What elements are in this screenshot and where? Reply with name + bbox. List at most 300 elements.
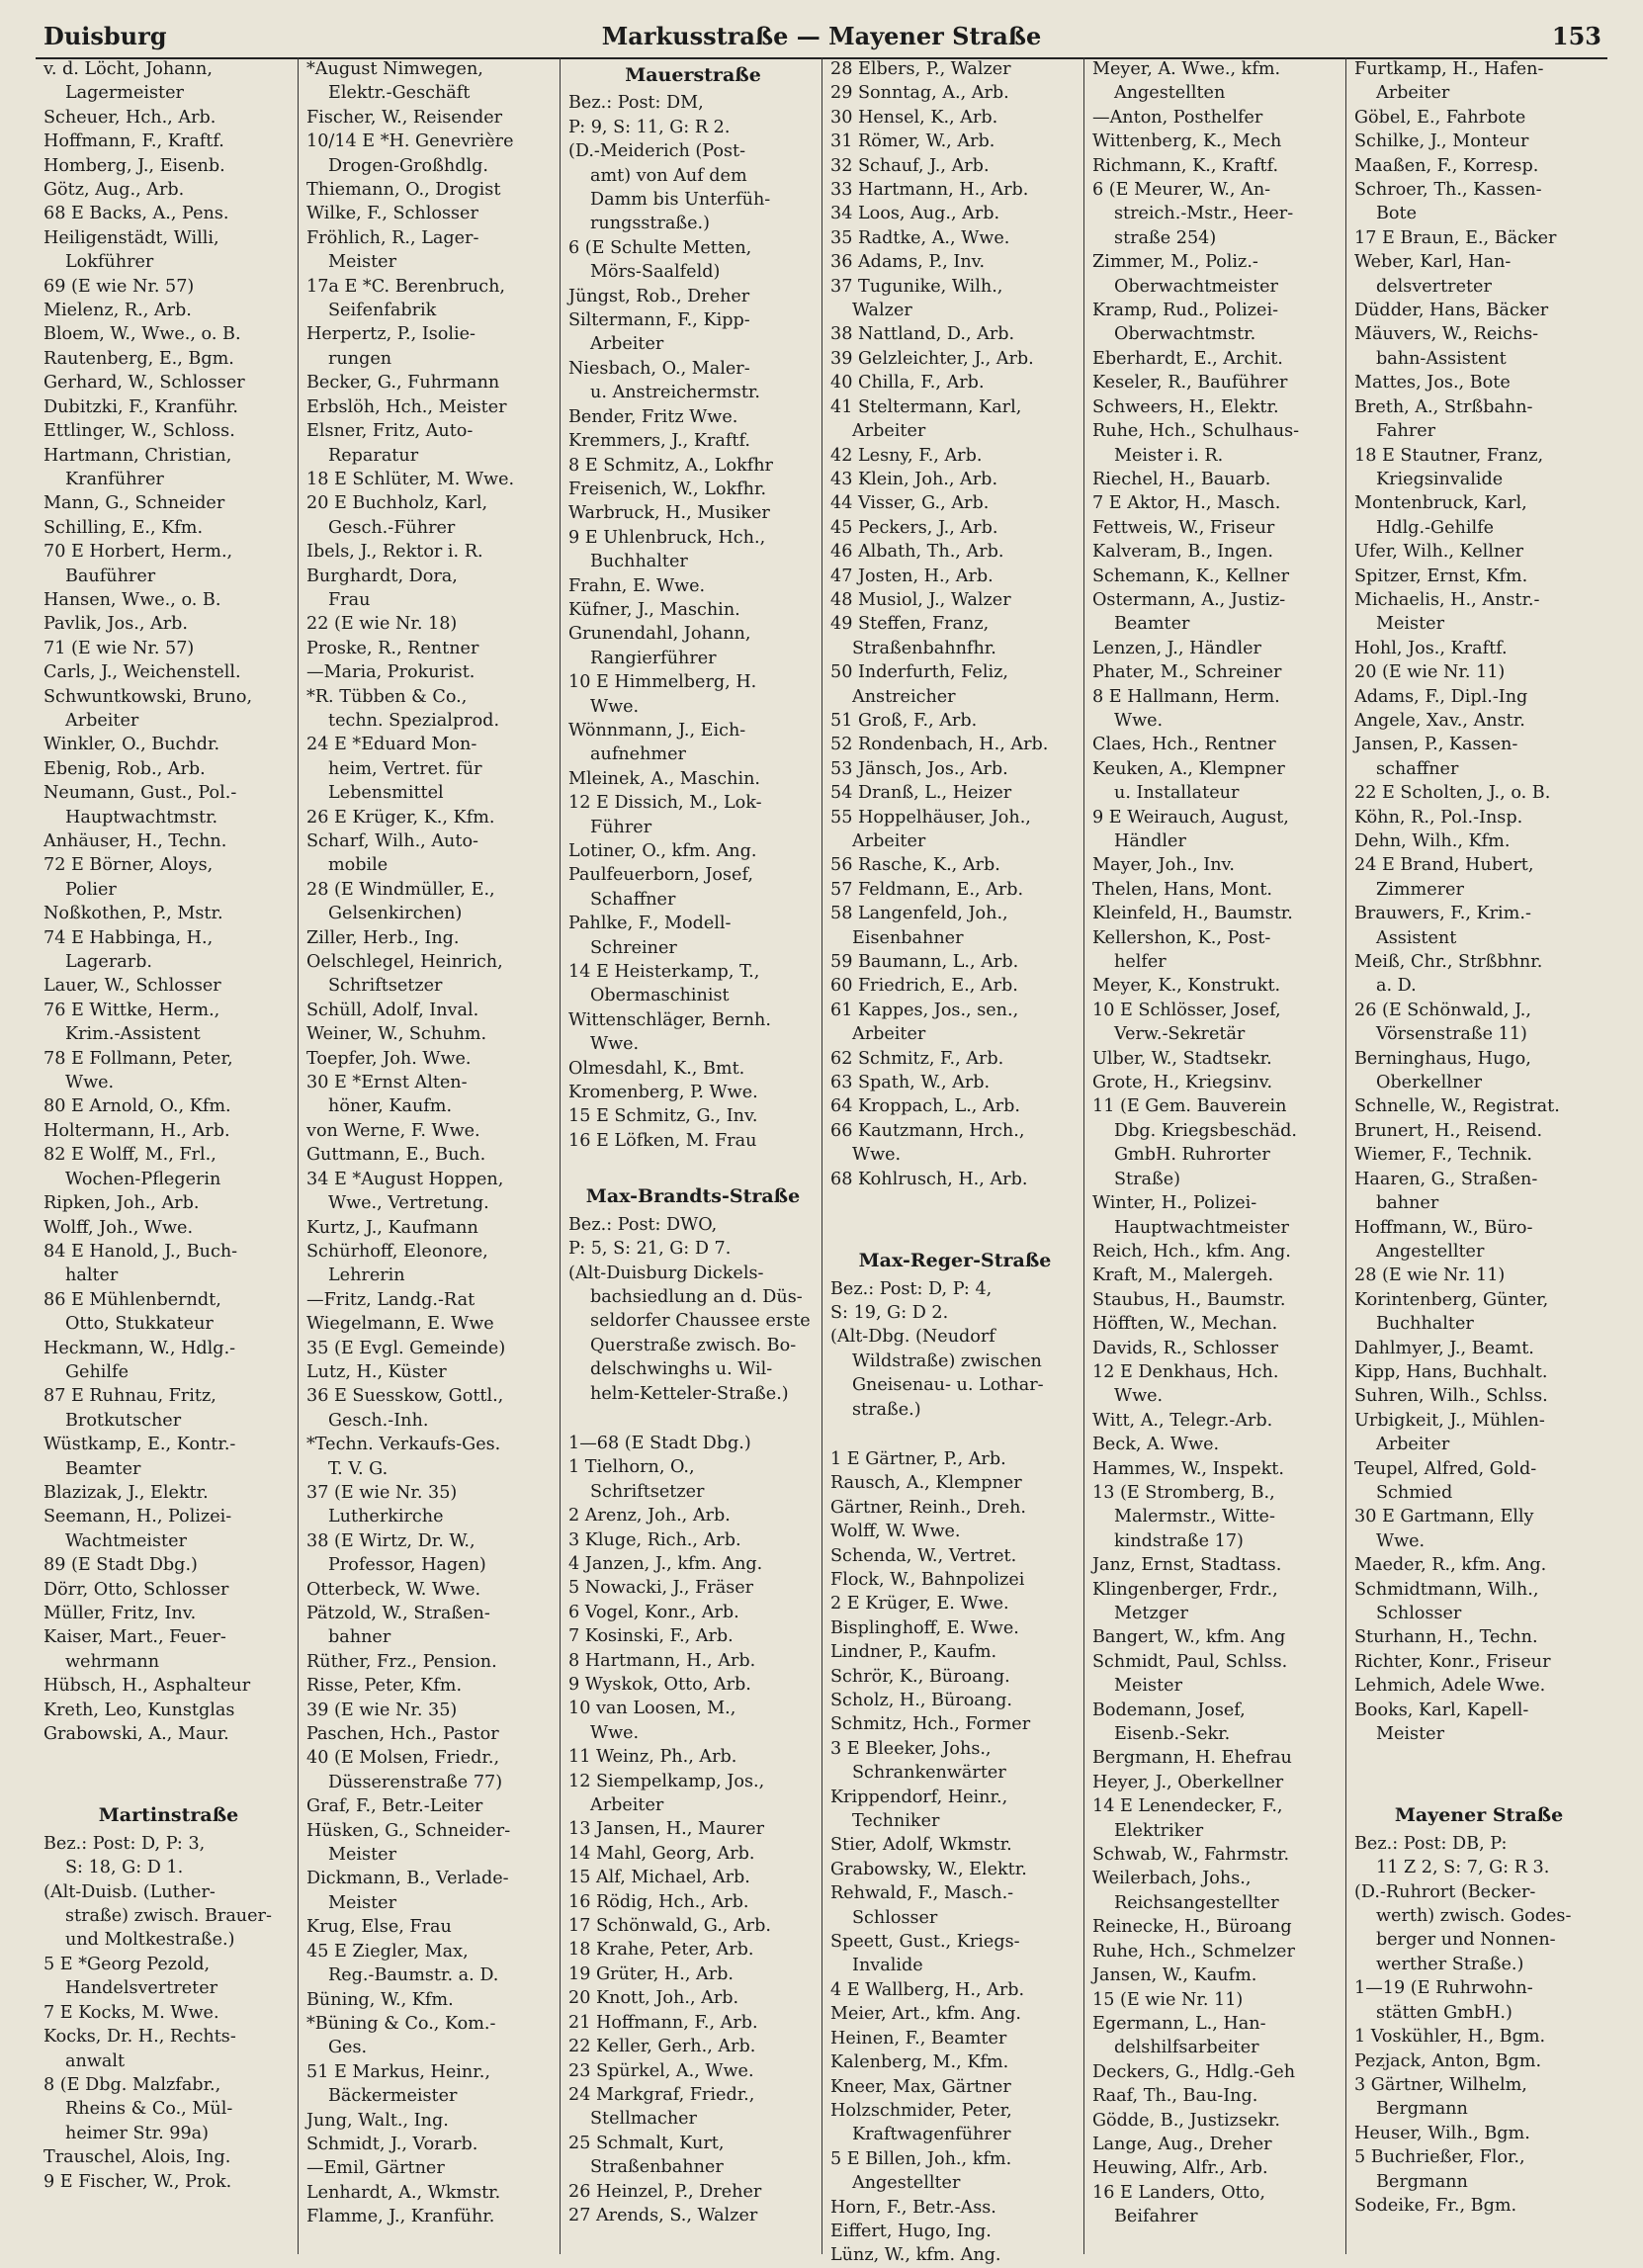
column-5 [1083, 57, 1345, 2254]
directory-entry: Hüsken, G., Schneider- [306, 1820, 511, 1841]
directory-entry: mobile [328, 855, 389, 876]
directory-entry: 58 Langenfeld, Joh., [830, 904, 1008, 924]
directory-entry: 7 Kosinski, F., Arb. [568, 1626, 734, 1647]
directory-entry: Korintenberg, Günter, [1354, 1289, 1549, 1310]
directory-entry: delsvertreter [1376, 276, 1492, 297]
directory-entry: und Moltkestraße.) [65, 1930, 235, 1951]
directory-entry: (Alt-Duisb. (Luther- [43, 1881, 216, 1902]
directory-entry: helfer [1114, 952, 1167, 973]
directory-entry: Bäckermeister [328, 2086, 458, 2107]
directory-entry: Kneer, Max, Gärtner [830, 2076, 1011, 2097]
street-heading: Max-Brandts-Straße [585, 1185, 801, 1208]
directory-entry: 20 Knott, Joh., Arb. [568, 1988, 739, 2009]
directory-entry: 30 E Gartmann, Elly [1354, 1507, 1534, 1527]
directory-entry: 9 Wyskok, Otto, Arb. [568, 1675, 751, 1695]
directory-entry: 78 E Follmann, Peter, [43, 1048, 233, 1069]
directory-entry: heim, Vertret. für [328, 758, 482, 779]
directory-entry: Burghardt, Dora, [306, 566, 458, 586]
directory-entry: 59 Baumann, L., Arb. [830, 952, 1019, 973]
directory-entry: 14 E Heisterkamp, T., [568, 962, 760, 983]
directory-entry: Krug, Else, Frau [306, 1917, 452, 1938]
directory-entry: Schaffner [590, 889, 676, 910]
directory-entry: Fröhlich, R., Lager- [306, 227, 479, 248]
directory-entry: Herpertz, P., Isolie- [306, 324, 476, 345]
directory-entry: 26 Heinzel, P., Dreher [568, 2181, 762, 2202]
directory-entry: 8 Hartmann, H., Arb. [568, 1650, 756, 1671]
directory-entry: Techniker [852, 1811, 940, 1832]
directory-entry: Siltermann, F., Kipp- [568, 310, 750, 331]
directory-entry: 68 Kohlrusch, H., Arb. [830, 1169, 1028, 1189]
directory-entry: 23 Spürkel, A., Wwe. [568, 2060, 754, 2081]
directory-entry: 9 E Uhlenbruck, Hch., [568, 527, 766, 548]
directory-entry: Arbeiter [1376, 1435, 1450, 1455]
directory-entry: 7 E Kocks, M. Wwe. [43, 2002, 219, 2023]
directory-entry: 31 Römer, W., Arb. [830, 131, 995, 152]
directory-entry: S: 18, G: D 1. [65, 1858, 184, 1878]
directory-entry: Fischer, W., Reisender [306, 107, 503, 128]
directory-entry: 51 E Markus, Heinr., [306, 2061, 490, 2082]
directory-entry: 20 (E wie Nr. 11) [1354, 662, 1506, 683]
directory-entry: P: 9, S: 11, G: R 2. [568, 117, 731, 137]
directory-entry: Raaf, Th., Bau-Ing. [1092, 2086, 1258, 2107]
directory-entry: Angestellter [1376, 1241, 1485, 1262]
directory-entry: 8 E Hallmann, Herm. [1092, 686, 1280, 707]
directory-entry: 15 (E wie Nr. 11) [1092, 1989, 1244, 2010]
directory-entry: wehrmann [65, 1651, 160, 1672]
directory-entry: Lagermeister [65, 83, 184, 104]
directory-entry: Schilling, E., Kfm. [43, 517, 204, 538]
directory-entry: straße 254) [1114, 227, 1217, 248]
directory-entry: 16 E Landers, Otto, [1092, 2182, 1265, 2203]
page-header [36, 18, 1607, 59]
directory-entry: Schrankenwärter [852, 1763, 1006, 1784]
directory-entry: 24 E Brand, Hubert, [1354, 855, 1534, 876]
directory-entry: Schmidtmann, Wilh., [1354, 1579, 1539, 1600]
directory-entry: Ruhe, Hch., Schulhaus- [1092, 421, 1300, 442]
directory-entry: 28 (E Windmüller, E., [306, 879, 495, 900]
directory-entry: Schüll, Adolf, Inval. [306, 1000, 479, 1020]
directory-entry: Rautenberg, E., Bgm. [43, 348, 234, 369]
directory-entry: Wwe. [852, 1145, 902, 1166]
directory-entry: 11 (E Gem. Bauverein [1092, 1096, 1287, 1117]
directory-entry: Hoffmann, F., Kraftf. [43, 131, 224, 152]
street-heading: Mauerstraße [625, 64, 761, 86]
directory-entry: Michaelis, H., Anstr.- [1354, 589, 1540, 610]
directory-entry: delshilfsarbeiter [1114, 2038, 1259, 2058]
directory-entry: Lokführer [65, 252, 154, 273]
directory-entry: Schlosser [1376, 1604, 1462, 1623]
directory-entry: werther Straße.) [1376, 1954, 1524, 1974]
directory-entry: Händler [1114, 831, 1186, 851]
directory-entry: 30 Hensel, K., Arb. [830, 107, 998, 128]
directory-entry: Keseler, R., Bauführer [1092, 373, 1288, 393]
directory-entry: 82 E Wolff, M., Frl., [43, 1145, 216, 1166]
street-range-title: Markusstraße — Mayener Straße [601, 22, 1042, 50]
directory-entry: 10/14 E *H. Genevrière [306, 131, 514, 152]
directory-entry: Erbslöh, Hch., Meister [306, 396, 507, 417]
directory-entry: stätten GmbH.) [1376, 2002, 1513, 2023]
directory-entry: Brotkutscher [65, 1410, 182, 1431]
directory-entry: Eiffert, Hugo, Ing. [830, 2221, 992, 2241]
directory-entry: Schrör, K., Büroang. [830, 1666, 1010, 1687]
directory-entry: Holzschmider, Peter, [830, 2100, 1012, 2121]
directory-entry: Wüstkamp, E., Kontr.- [43, 1435, 236, 1455]
directory-entry: Winter, H., Polizei- [1092, 1193, 1257, 1214]
directory-entry: Ges. [328, 2038, 368, 2058]
directory-entry: Seemann, H., Polizei- [43, 1507, 232, 1527]
directory-entry: Ettlinger, W., Schloss. [43, 421, 235, 442]
directory-entry: Klingenberger, Frdr., [1092, 1579, 1278, 1600]
directory-entry: Risse, Peter, Kfm. [306, 1676, 463, 1697]
directory-entry: 1 Voskühler, H., Bgm. [1354, 2027, 1546, 2048]
directory-entry: 25 Schmalt, Kurt, [568, 2133, 725, 2153]
directory-entry: 35 (E Evgl. Gemeinde) [306, 1338, 506, 1358]
directory-entry: amt) von Auf dem [590, 165, 747, 186]
directory-entry: Schweers, H., Elektr. [1092, 396, 1279, 417]
directory-entry: schaffner [1376, 758, 1459, 779]
directory-entry: Dörr, Otto, Schlosser [43, 1579, 229, 1600]
directory-entry: Claes, Hch., Rentner [1092, 735, 1276, 755]
directory-entry: Lotiner, O., kfm. Ang. [568, 841, 757, 861]
directory-entry: 5 E Billen, Joh., kfm. [830, 2148, 1012, 2169]
directory-entry: 18 E Stautner, Franz, [1354, 445, 1544, 466]
directory-entry: Meister i. R. [1114, 445, 1224, 466]
spacer [568, 1153, 818, 1178]
directory-entry: Bisplinghoff, E. Wwe. [830, 1617, 1019, 1638]
directory-entry: 22 (E wie Nr. 18) [306, 614, 458, 635]
directory-entry: Guttmann, E., Buch. [306, 1145, 486, 1166]
directory-entry: Ibels, J., Rektor i. R. [306, 542, 483, 563]
directory-entry: 36 E Suesskow, Gottl., [306, 1386, 504, 1407]
directory-entry: Querstraße zwisch. Bo- [590, 1335, 797, 1355]
directory-entry: 40 Chilla, F., Arb. [830, 373, 985, 393]
directory-entry: 57 Feldmann, E., Arb. [830, 879, 1024, 900]
directory-entry: (D.-Meiderich (Post- [568, 141, 746, 162]
directory-entry: Meyer, K., Konstrukt. [1092, 976, 1281, 997]
directory-entry: Bote [1376, 204, 1418, 224]
directory-entry: Jüngst, Rob., Dreher [568, 286, 750, 306]
directory-entry: Zimmer, M., Poliz.- [1092, 252, 1258, 273]
directory-entry: 53 Jänsch, Jos., Arb. [830, 758, 1008, 779]
directory-entry: heimer Str. 99a) [65, 2123, 209, 2143]
directory-entry: Bangert, W., kfm. Ang [1092, 1627, 1286, 1648]
directory-entry: Homberg, J., Eisenb. [43, 155, 225, 176]
directory-entry: Wwe. [1114, 710, 1164, 731]
directory-entry: 19 Grüter, H., Arb. [568, 1963, 735, 1984]
directory-entry: 54 Dranß, L., Heizer [830, 783, 1012, 804]
directory-entry: Heyer, J., Oberkellner [1092, 1772, 1284, 1792]
directory-entry: Grunendahl, Johann, [568, 624, 751, 645]
directory-entry: 24 Markgraf, Friedr., [568, 2084, 755, 2105]
directory-entry: Hartmann, Christian, [43, 445, 232, 466]
directory-entry: Rehwald, F., Masch.- [830, 1883, 1014, 1904]
directory-entry: Keuken, A., Klempner [1092, 758, 1285, 779]
directory-entry: Gödde, B., Justizsekr. [1092, 2110, 1281, 2131]
directory-entry: Deckers, G., Hdlg.-Geh [1092, 2061, 1296, 2082]
directory-entry: Lenhardt, A., Wkmstr. [306, 2182, 501, 2203]
directory-entry: Bez.: Post: D, P: 3, [43, 1833, 206, 1854]
directory-entry: Hohl, Jos., Kraftf. [1354, 638, 1508, 658]
directory-entry: Jung, Walt., Ing. [306, 2110, 449, 2131]
directory-entry: Lebensmittel [328, 783, 444, 804]
directory-entry: Beamter [1114, 614, 1190, 635]
directory-entry: 11 Z 2, S: 7, G: R 3. [1376, 1858, 1550, 1878]
directory-entry: Schroer, Th., Kassen- [1354, 180, 1542, 201]
directory-entry: Thelen, Hans, Mont. [1092, 879, 1273, 900]
directory-entry: 9 E Weirauch, August, [1092, 807, 1289, 828]
directory-entry: 20 E Buchholz, Karl, [306, 493, 488, 514]
directory-entry: Mörs-Saalfeld) [590, 262, 721, 283]
directory-entry: 45 Peckers, J., Arb. [830, 517, 998, 538]
directory-entry: Gesch.-Führer [328, 517, 456, 538]
directory-entry: —Fritz, Landg.-Rat [306, 1289, 476, 1310]
directory-entry: 17 Schönwald, G., Arb. [568, 1916, 771, 1937]
directory-entry: Hauptwachtmstr. [65, 807, 218, 828]
directory-entry: 10 E Schlösser, Josef, [1092, 1000, 1281, 1020]
directory-entry: Elsner, Fritz, Auto- [306, 421, 474, 442]
directory-entry: aufnehmer [590, 744, 686, 765]
directory-entry: 34 Loos, Aug., Arb. [830, 204, 1000, 224]
directory-entry: Pavlik, Jos., Arb. [43, 614, 188, 635]
directory-entry: Krippendorf, Heinr., [830, 1787, 1008, 1807]
directory-entry: Kurtz, J., Kaufmann [306, 1217, 478, 1238]
directory-entry: Schreiner [590, 937, 677, 958]
directory-entry: Hdlg.-Gehilfe [1376, 517, 1495, 538]
directory-entry: Blazizak, J., Elektr. [43, 1482, 209, 1503]
directory-entry: Oberkellner [1376, 1073, 1482, 1093]
directory-entry: 68 E Backs, A., Pens. [43, 204, 229, 224]
directory-entry: bahn-Assistent [1376, 348, 1507, 369]
directory-entry: 12 Siempelkamp, Jos., [568, 1771, 765, 1791]
directory-entry: 4 E Wallberg, H., Arb. [830, 1979, 1025, 2000]
directory-entry: Kalenberg, M., Kfm. [830, 2052, 1009, 2073]
directory-entry: Angele, Xav., Anstr. [1354, 710, 1525, 731]
directory-entry: Meister [328, 252, 396, 273]
directory-entry: bachsiedlung an d. Düs- [590, 1286, 803, 1307]
directory-entry: Bez.: Post: D, P: 4, [830, 1278, 993, 1299]
directory-entry: 76 E Wittke, Herm., [43, 1000, 220, 1020]
directory-entry: Haaren, G., Straßen- [1354, 1169, 1538, 1189]
directory-entry: Schilke, J., Monteur [1354, 131, 1529, 152]
directory-entry: Montenbruck, Karl, [1354, 493, 1527, 514]
directory-entry: 34 E *August Hoppen, [306, 1169, 504, 1189]
directory-entry: Pezjack, Anton, Bgm. [1354, 2050, 1542, 2071]
directory-entry: Frahn, E. Wwe. [568, 575, 706, 596]
directory-entry: Meister [1376, 614, 1444, 635]
directory-entry: Becker, G., Fuhrmann [306, 373, 500, 393]
directory-entry: 1 E Gärtner, P., Arb. [830, 1448, 1006, 1469]
directory-entry: 86 E Mühlenberndt, [43, 1289, 221, 1310]
directory-entry: Bez.: Post: DB, P: [1354, 1833, 1508, 1854]
directory-entry: Oberwachtmstr. [1114, 324, 1256, 345]
directory-entry: 1—68 (E Stadt Dbg.) [568, 1433, 751, 1453]
directory-entry: Wittenberg, K., Mech [1092, 131, 1282, 152]
directory-entry: a. D. [1376, 976, 1417, 997]
directory-entry: von Werne, F. Wwe. [306, 1120, 480, 1141]
directory-entry: streich.-Mstr., Heer- [1114, 204, 1294, 224]
directory-entry: Anhäuser, H., Techn. [43, 831, 227, 851]
directory-entry: Arbeiter [65, 710, 139, 731]
directory-entry: 17a E *C. Berenbruch, [306, 276, 505, 297]
directory-entry: Lindner, P., Kaufm. [830, 1642, 997, 1663]
directory-entry: Wittenschläger, Bernh. [568, 1009, 771, 1030]
directory-entry: Gelsenkirchen) [328, 904, 463, 924]
directory-entry: Ulber, W., Stadtsekr. [1092, 1048, 1272, 1069]
directory-entry: Eisenbahner [852, 927, 964, 948]
column-1 [36, 57, 298, 2254]
directory-entry: (D.-Ruhrort (Becker- [1354, 1881, 1536, 1902]
directory-entry: 13 Jansen, H., Maurer [568, 1819, 764, 1840]
directory-entry: 70 E Horbert, Herm., [43, 542, 233, 563]
directory-entry: Drogen-Großhdlg. [328, 155, 488, 176]
directory-entry: Kromenberg, P. Wwe. [568, 1083, 758, 1103]
directory-entry: Lehrerin [328, 1265, 405, 1286]
directory-entry: v. d. Löcht, Johann, [43, 59, 213, 79]
directory-entry: Proske, R., Rentner [306, 638, 479, 658]
directory-entry: Staubus, H., Baumstr. [1092, 1289, 1286, 1310]
directory-entry: 52 Rondenbach, H., Arb. [830, 735, 1049, 755]
directory-entry: Elektr.-Geschäft [328, 83, 471, 104]
directory-entry: Mattes, Jos., Bote [1354, 373, 1511, 393]
directory-entry: 42 Lesny, F., Arb. [830, 445, 983, 466]
directory-entry: 26 (E Schönwald, J., [1354, 1000, 1531, 1020]
directory-entry: Kranführer [65, 469, 164, 489]
directory-entry: Bergmann, H. Ehefrau [1092, 1748, 1292, 1769]
directory-entry: Lutz, H., Küster [306, 1361, 447, 1382]
directory-entry: halter [65, 1265, 119, 1286]
directory-entry: Polier [65, 879, 117, 900]
directory-entry: Ebenig, Rob., Arb. [43, 758, 206, 779]
directory-entry: Elektriker [1114, 1820, 1204, 1841]
directory-entry: 4 Janzen, J., kfm. Ang. [568, 1553, 763, 1574]
column-3 [560, 57, 822, 2254]
directory-entry: 46 Albath, Th., Arb. [830, 542, 1004, 563]
directory-entry: Obermaschinist [590, 986, 730, 1006]
directory-entry: Rheins & Co., Mül- [65, 2099, 233, 2120]
directory-entry: Kaiser, Mart., Feuer- [43, 1627, 226, 1648]
directory-entry: 14 Mahl, Georg, Arb. [568, 1843, 755, 1864]
directory-entry: Wwe. [590, 1722, 640, 1743]
directory-entry: Wochen-Pflegerin [65, 1169, 221, 1189]
directory-entry: Reich, Hch., kfm. Ang. [1092, 1241, 1291, 1262]
directory-entry: Grabowsky, W., Elektr. [830, 1859, 1027, 1879]
directory-entry: Hansen, Wwe., o. B. [43, 589, 221, 610]
directory-entry: Mäuvers, W., Reichs- [1354, 324, 1539, 345]
directory-entry: Meister [328, 1892, 396, 1913]
directory-entry: Handelsvertreter [65, 1978, 218, 1999]
directory-entry: S: 19, G: D 2. [830, 1302, 949, 1323]
directory-entry: Richter, Konr., Friseur [1354, 1651, 1551, 1672]
directory-entry: Schlosser [852, 1907, 938, 1928]
directory-entry: 43 Klein, Joh., Arb. [830, 469, 998, 489]
directory-entry: Weber, Karl, Han- [1354, 252, 1512, 273]
directory-entry: Suhren, Wilh., Schlss. [1354, 1386, 1548, 1407]
directory-entry: anwalt [65, 2050, 126, 2071]
directory-entry: 49 Steffen, Franz, [830, 614, 990, 635]
directory-entry: Speett, Gust., Kriegs- [830, 1932, 1020, 1953]
column-2 [298, 57, 560, 2254]
directory-entry: Reparatur [328, 445, 419, 466]
directory-entry: Beifahrer [1114, 2207, 1198, 2227]
directory-entry: Kriegsinvalide [1376, 469, 1504, 489]
directory-entry: Trauschel, Alois, Ing. [43, 2147, 231, 2168]
directory-entry: Gerhard, W., Schlosser [43, 373, 245, 393]
directory-entry: 3 Gärtner, Wilhelm, [1354, 2074, 1527, 2095]
directory-entry: Ostermann, A., Justiz- [1092, 589, 1286, 610]
directory-entry: 69 (E wie Nr. 57) [43, 276, 195, 297]
directory-entry: 12 E Denkhaus, Hch. [1092, 1361, 1279, 1382]
directory-entry: Höfften, W., Mechan. [1092, 1314, 1278, 1335]
directory-entry: 64 Kroppach, L., Arb. [830, 1096, 1020, 1117]
directory-entry: bahner [328, 1627, 391, 1648]
directory-entry: 3 E Bleeker, Johs., [830, 1738, 992, 1759]
directory-entry: Meister [328, 1845, 396, 1866]
directory-entry: 27 Arends, S., Walzer [568, 2205, 758, 2225]
directory-entry: 5 Nowacki, J., Fräser [568, 1578, 754, 1599]
directory-entry: —Emil, Gärtner [306, 2158, 445, 2179]
directory-entry: straße) zwisch. Brauer- [65, 1906, 272, 1927]
directory-entry: Anstreicher [852, 686, 956, 707]
directory-entry: Jansen, W., Kaufm. [1092, 1965, 1257, 1986]
directory-entry: Bender, Fritz Wwe. [568, 406, 738, 427]
directory-entry: 10 van Loosen, M., [568, 1699, 736, 1719]
directory-entry: Scholz, H., Büroang. [830, 1691, 1012, 1710]
directory-entry: Hoffmann, W., Büro- [1354, 1217, 1533, 1238]
directory-entry: Schmidt, J., Vorarb. [306, 2134, 478, 2154]
directory-entry: Sodeike, Fr., Bgm. [1354, 2195, 1517, 2216]
directory-entry: Meister [1114, 1676, 1182, 1697]
directory-entry: kindstraße 17) [1114, 1530, 1244, 1551]
spacer [43, 1772, 294, 1797]
directory-entry: Kalveram, B., Ingen. [1092, 542, 1273, 563]
directory-entry: Schmied [1376, 1482, 1453, 1503]
directory-entry: Otterbeck, W. Wwe. [306, 1579, 481, 1600]
directory-entry: Walzer [852, 301, 912, 321]
directory-entry: 16 E Löfken, M. Frau [568, 1130, 757, 1151]
directory-entry: Reichsangestellter [1114, 1892, 1279, 1913]
directory-entry: Lange, Aug., Dreher [1092, 2134, 1272, 2154]
directory-entry: Books, Karl, Kapell- [1354, 1700, 1529, 1720]
directory-entry: Wönnmann, J., Eich- [568, 720, 746, 741]
directory-entry: Mann, G., Schneider [43, 493, 225, 514]
directory-entry: Arbeiter [590, 1795, 664, 1816]
directory-entry: Oberwachtmeister [1114, 276, 1278, 297]
directory-entry: 44 Visser, G., Arb. [830, 493, 990, 514]
city-name: Duisburg [43, 22, 167, 50]
directory-entry: 17 E Braun, E., Bäcker [1354, 227, 1557, 248]
directory-entry: 24 E *Eduard Mon- [306, 735, 477, 755]
directory-entry: 60 Friedrich, E., Arb. [830, 976, 1018, 997]
directory-entry: Bergmann [1376, 2099, 1468, 2120]
directory-entry: 16 Rödig, Hch., Arb. [568, 1891, 749, 1912]
directory-entry: Dubitzki, F., Kranführ. [43, 396, 239, 417]
directory-entry: Bez.: Post: DWO, [568, 1214, 718, 1235]
directory-entry: Paschen, Hch., Pastor [306, 1724, 499, 1745]
page-number: 153 [1551, 22, 1601, 50]
directory-entry: Gehilfe [65, 1361, 129, 1382]
directory-entry: 48 Musiol, J., Walzer [830, 589, 1011, 610]
directory-entry: 28 Elbers, P., Walzer [830, 59, 1011, 79]
directory-entry: 5 Buchrießer, Flor., [1354, 2147, 1525, 2168]
directory-entry: Eberhardt, E., Archit. [1092, 348, 1283, 369]
directory-entry: 8 E Schmitz, A., Lokfhr [568, 455, 773, 476]
street-heading: Max-Reger-Straße [858, 1250, 1052, 1272]
directory-entry: 11 Weinz, Ph., Arb. [568, 1747, 737, 1768]
directory-entry: 47 Josten, H., Arb. [830, 566, 994, 586]
directory-entry: Adams, F., Dipl.-Ing [1354, 686, 1528, 707]
directory-entry: Arbeiter [590, 334, 664, 355]
directory-entry: 36 Adams, P., Inv. [830, 252, 986, 273]
